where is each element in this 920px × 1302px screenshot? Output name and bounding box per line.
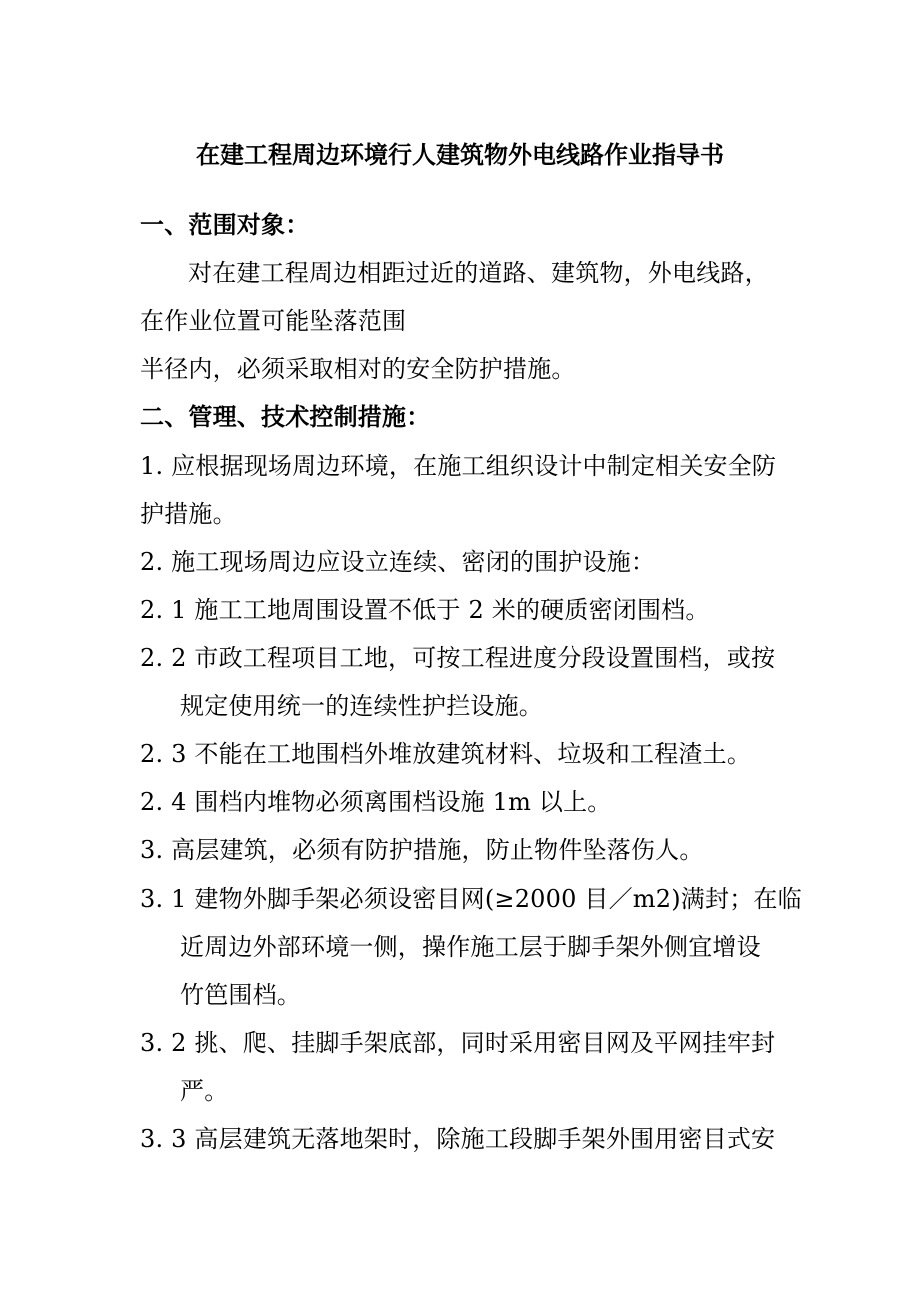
scope-paragraph-line-3: 半径内，必须采取相对的安全防护措施。 (140, 355, 576, 383)
section-heading-measures: 二、管理、技术控制措施： (140, 403, 431, 431)
item-3-1-line-2: 近周边外部环境一侧，操作施工层于脚手架外侧宜增设 (180, 933, 761, 961)
scope-paragraph-line-1: 对在建工程周边相距过近的道路、建筑物，外电线路， (188, 259, 769, 287)
scope-paragraph-line-2: 在作业位置可能坠落范围 (140, 307, 407, 335)
section-heading-scope: 一、范围对象： (140, 211, 310, 239)
item-3-1-line-3: 竹笆围档。 (180, 981, 301, 1009)
item-2: 2. 施工现场周边应设立连续、密闭的围护设施： (140, 548, 656, 576)
item-3: 3. 高层建筑，必须有防护措施，防止物件坠落伤人。 (140, 836, 704, 864)
item-2-4: 2. 4 围档内堆物必须离围档设施 1m 以上。 (140, 788, 612, 816)
item-3-2-line-2: 严。 (180, 1077, 229, 1105)
item-2-2-line-1: 2. 2 市政工程项目工地，可按工程进度分段设置围档，或按 (140, 644, 776, 672)
item-2-3: 2. 3 不能在工地围档外堆放建筑材料、垃圾和工程渣土。 (140, 740, 752, 768)
item-3-3-line-1: 3. 3 高层建筑无落地架时，除施工段脚手架外围用密目式安 (140, 1125, 776, 1153)
document-title: 在建工程周边环境行人建筑物外电线路作业指导书 (196, 141, 724, 169)
item-3-2-line-1: 3. 2 挑、爬、挂脚手架底部，同时采用密目网及平网挂牢封 (140, 1029, 776, 1057)
item-2-1: 2. 1 施工工地周围设置不低于 2 米的硬质密闭围档。 (140, 596, 710, 624)
item-2-2-line-2: 规定使用统一的连续性护拦设施。 (180, 692, 543, 720)
item-1-line-2: 护措施。 (140, 500, 237, 528)
item-3-1-line-1: 3. 1 建物外脚手架必须设密目网(≥2000 目／m2)满封；在临 (140, 885, 802, 913)
item-1-line-1: 1. 应根据现场周边环境，在施工组织设计中制定相关安全防 (140, 452, 777, 480)
